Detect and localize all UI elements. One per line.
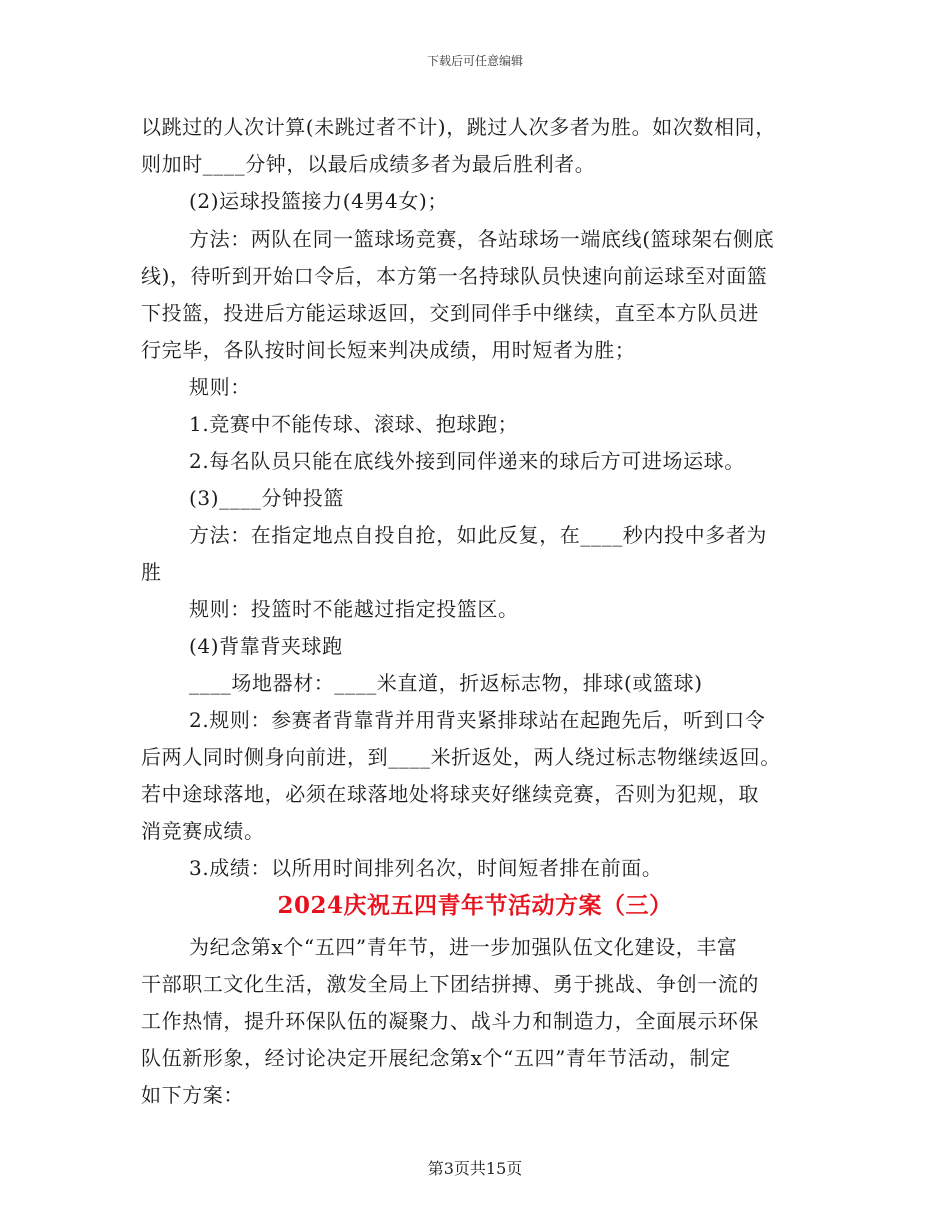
body-line: 若中途球落地，必须在球落地处将球夹好继续竞赛，否则为犯规，取 [141,782,759,806]
body-line: 2.每名队员只能在底线外接到同伴递来的球后方可进场运球。 [189,449,745,473]
body-line: 规则：投篮时不能越过指定投篮区。 [189,597,519,621]
page-footer: 第3页共15页 [427,1159,523,1178]
body-line: 规则： [189,375,251,399]
body-line: 1.竞赛中不能传球、滚球、抱球跑； [189,412,519,436]
body-line: (4)背靠背夹球跑 [189,634,343,658]
body-line: 后两人同时侧身向前进，到____米折返处，两人绕过标志物继续返回。 [141,745,781,769]
body-line: ____场地器材：____米直道，折返标志物，排球(或篮球) [189,671,703,695]
body-line: 下投篮，投进后方能运球返回，交到同伴手中继续，直至本方队员进 [141,301,759,325]
body-line: 方法：在指定地点自投自抢，如此反复，在____秒内投中多者为 [189,523,767,547]
body-line: 消竞赛成绩。 [141,819,265,843]
page-header: 下载后可任意编辑 [426,54,523,68]
body-line: 工作热情，提升环保队伍的凝聚力、战斗力和制造力，全面展示环保 [141,1009,759,1033]
body-line: 方法：两队在同一篮球场竞赛，各站球场一端底线(篮球架右侧底 [189,227,775,251]
body-line: (3)____分钟投篮 [189,486,344,510]
body-line: 3.成绩：以所用时间排列名次，时间短者排在前面。 [189,856,663,880]
body-line: (2)运球投篮接力(4男4女)； [189,189,448,213]
body-line: 干部职工文化生活，激发全局上下团结拼搏、勇于挑战、争创一流的 [141,972,759,996]
section-title: 2024庆祝五四青年节活动方案（三） [277,892,673,919]
body-line: 则加时____分钟，以最后成绩多者为最后胜利者。 [141,152,596,176]
body-line: 队伍新形象，经讨论决定开展纪念第x个“五四”青年节活动，制定 [141,1046,731,1070]
body-line: 为纪念第x个“五四”青年节，进一步加强队伍文化建设，丰富 [189,935,738,959]
body-line: 行完毕，各队按时间长短来判决成绩，用时短者为胜； [141,338,636,362]
body-line: 如下方案： [141,1083,244,1107]
body-line: 以跳过的人次计算(未跳过者不计)，跳过人次多者为胜。如次数相同， [141,115,776,139]
body-line: 胜 [141,560,162,584]
body-line: 线)，待听到开始口令后，本方第一名持球队员快速向前运球至对面篮 [141,264,768,288]
body-line: 2.规则：参赛者背靠背并用背夹紧排球站在起跑先后，听到口令 [189,708,766,732]
